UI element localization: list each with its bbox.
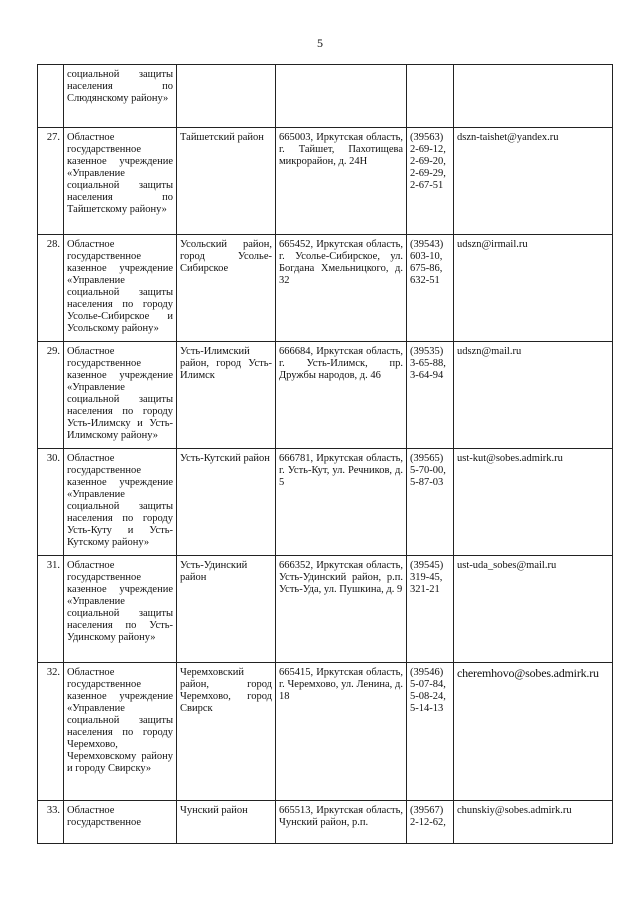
row-number: 30. (38, 449, 64, 556)
address: 665415, Иркутская область, г. Черемхово, ул. Ленина, д. 18 (276, 663, 407, 801)
phone: (39563) 2-69-12, 2-69-20, 2-69-29, 2-67-51 (407, 128, 454, 235)
row-number: 32. (38, 663, 64, 801)
phone (407, 65, 454, 128)
district: Усть-Илимский район, город Усть-Илимск (177, 342, 276, 449)
phone: (39567) 2-12-62, (407, 801, 454, 844)
organization-name: Областное государственное казенное учреждение «Управление социальной защиты населения по Тайшетскому району» (64, 128, 177, 235)
table-row (38, 65, 613, 128)
organization-name: Областное государственное казенное учреждение «Управление социальной защиты населения по городу Черемхово, Черемховскому району и городу Свирску» (64, 663, 177, 801)
email: ust-kut@sobes.admirk.ru (454, 449, 613, 556)
email (454, 65, 613, 128)
address: 665452, Иркутская область, г. Усолье-Сибирское, ул. Богдана Хмельницкого, д. 32 (276, 235, 407, 342)
table-row (38, 556, 613, 663)
phone: (39543) 603-10, 675-86, 632-51 (407, 235, 454, 342)
email: chunskiy@sobes.admirk.ru (454, 801, 613, 844)
row-number (38, 65, 64, 128)
address (276, 65, 407, 128)
district (177, 65, 276, 128)
email: ust-uda_sobes@mail.ru (454, 556, 613, 663)
address: 666684, Иркутская область, г. Усть-Илимск, пр. Дружбы народов, д. 46 (276, 342, 407, 449)
organization-name: Областное государственное казенное учреждение «Управление социальной защиты населения по городу Усть-Илимску и Усть-Илимскому району» (64, 342, 177, 449)
organizations-table (37, 64, 613, 844)
organization-name: социальной защиты населения по Слюдянскому району» (64, 65, 177, 128)
row-number: 29. (38, 342, 64, 449)
organization-name: Областное государственное (64, 801, 177, 844)
organization-name: Областное государственное казенное учреждение «Управление социальной защиты населения по городу Усть-Куту и Усть-Кутскому району» (64, 449, 177, 556)
address: 666352, Иркутская область, Усть-Удинский район, р.п. Усть-Уда, ул. Пушкина, д. 9 (276, 556, 407, 663)
phone: (39546) 5-07-84, 5-08-24, 5-14-13 (407, 663, 454, 801)
district: Чунский район (177, 801, 276, 844)
table-row (38, 342, 613, 449)
table-row (38, 235, 613, 342)
row-number: 28. (38, 235, 64, 342)
district: Усольский район, город Усолье-Сибирское (177, 235, 276, 342)
row-number: 33. (38, 801, 64, 844)
table-row (38, 801, 613, 844)
phone: (39565) 5-70-00, 5-87-03 (407, 449, 454, 556)
organization-name: Областное государственное казенное учреждение «Управление социальной защиты населения по городу Усолье-Сибирское и Усольскому району» (64, 235, 177, 342)
organization-name: Областное государственное казенное учреждение «Управление социальной защиты населения по Усть-Удинскому району» (64, 556, 177, 663)
district: Тайшетский район (177, 128, 276, 235)
email: udszn@irmail.ru (454, 235, 613, 342)
district: Усть-Кутский район (177, 449, 276, 556)
table-row (38, 128, 613, 235)
phone: (39545) 319-45, 321-21 (407, 556, 454, 663)
district: Черемховский район, город Черемхово, город Свирск (177, 663, 276, 801)
phone: (39535) 3-65-88, 3-64-94 (407, 342, 454, 449)
row-number: 27. (38, 128, 64, 235)
table-row (38, 663, 613, 801)
district: Усть-Удинский район (177, 556, 276, 663)
email: cheremhovo@sobes.admirk.ru (454, 663, 613, 801)
email: dszn-taishet@yandex.ru (454, 128, 613, 235)
page-number: 5 (317, 36, 323, 50)
address: 665003, Иркутская область, г. Тайшет, Пахотищева микрорайон, д. 24Н (276, 128, 407, 235)
address: 665513, Иркутская область, Чунский район, р.п. (276, 801, 407, 844)
address: 666781, Иркутская область, г. Усть-Кут, ул. Речников, д. 5 (276, 449, 407, 556)
email: udszn@mail.ru (454, 342, 613, 449)
row-number: 31. (38, 556, 64, 663)
table-row (38, 449, 613, 556)
